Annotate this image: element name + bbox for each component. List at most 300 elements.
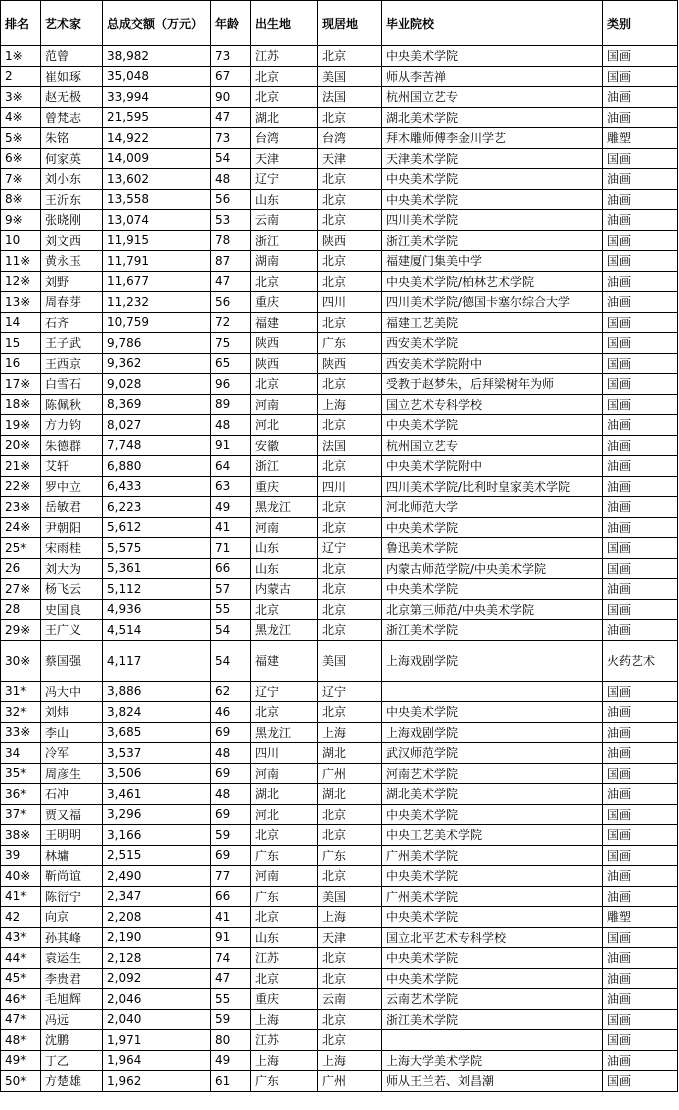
residence-cell: 北京 <box>318 46 382 67</box>
birthplace-cell: 安徽 <box>251 435 318 456</box>
birthplace-cell: 北京 <box>251 374 318 395</box>
residence-cell: 北京 <box>318 1009 382 1030</box>
birthplace-cell: 上海 <box>251 1009 318 1030</box>
age-cell: 74 <box>211 948 251 969</box>
header-total-turnover: 总成交额（万元） <box>103 1 211 46</box>
artist-cell: 冷军 <box>41 743 103 764</box>
table-row <box>1 907 678 928</box>
artist-cell: 李贵君 <box>41 968 103 989</box>
age-cell: 71 <box>211 538 251 559</box>
rank-cell: 6※ <box>1 148 41 169</box>
category-cell: 油画 <box>603 107 678 128</box>
table-row <box>1 87 678 108</box>
table-row <box>1 456 678 477</box>
artist-cell: 周春芽 <box>41 292 103 313</box>
age-cell: 54 <box>211 640 251 681</box>
turnover-cell: 35,048 <box>103 66 211 87</box>
residence-cell: 北京 <box>318 312 382 333</box>
rank-cell: 1※ <box>1 46 41 67</box>
artist-cell: 王广义 <box>41 620 103 641</box>
school-cell: 中央美术学院 <box>382 804 603 825</box>
birthplace-cell: 江苏 <box>251 46 318 67</box>
rank-cell: 46* <box>1 989 41 1010</box>
rank-cell: 43* <box>1 927 41 948</box>
category-cell: 油画 <box>603 476 678 497</box>
turnover-cell: 4,936 <box>103 599 211 620</box>
category-cell: 国画 <box>603 251 678 272</box>
birthplace-cell: 辽宁 <box>251 169 318 190</box>
residence-cell: 北京 <box>318 271 382 292</box>
birthplace-cell: 湖北 <box>251 784 318 805</box>
table-row <box>1 210 678 231</box>
header-age: 年龄 <box>211 1 251 46</box>
category-cell: 国画 <box>603 353 678 374</box>
turnover-cell: 5,575 <box>103 538 211 559</box>
turnover-cell: 11,232 <box>103 292 211 313</box>
turnover-cell: 3,685 <box>103 722 211 743</box>
rank-cell: 42 <box>1 907 41 928</box>
category-cell: 雕塑 <box>603 128 678 149</box>
artist-cell: 沈鹏 <box>41 1030 103 1051</box>
school-cell: 中央美术学院 <box>382 415 603 436</box>
school-cell: 内蒙古师范学院/中央美术学院 <box>382 558 603 579</box>
residence-cell: 上海 <box>318 394 382 415</box>
artist-cell: 刘炜 <box>41 702 103 723</box>
birthplace-cell: 重庆 <box>251 989 318 1010</box>
table-row <box>1 640 678 681</box>
artist-cell: 杨飞云 <box>41 579 103 600</box>
turnover-cell: 3,296 <box>103 804 211 825</box>
school-cell: 中央美术学院 <box>382 169 603 190</box>
artist-cell: 陈佩秋 <box>41 394 103 415</box>
table-row <box>1 886 678 907</box>
rank-cell: 16 <box>1 353 41 374</box>
category-cell: 油画 <box>603 497 678 518</box>
birthplace-cell: 河北 <box>251 804 318 825</box>
artist-cell: 袁运生 <box>41 948 103 969</box>
turnover-cell: 5,361 <box>103 558 211 579</box>
turnover-cell: 10,759 <box>103 312 211 333</box>
category-cell: 油画 <box>603 189 678 210</box>
school-cell: 天津美术学院 <box>382 148 603 169</box>
age-cell: 55 <box>211 599 251 620</box>
age-cell: 75 <box>211 333 251 354</box>
table-row <box>1 107 678 128</box>
artist-cell: 石冲 <box>41 784 103 805</box>
age-cell: 87 <box>211 251 251 272</box>
school-cell: 中央美术学院 <box>382 948 603 969</box>
rank-cell: 40※ <box>1 866 41 887</box>
birthplace-cell: 北京 <box>251 825 318 846</box>
category-cell: 国画 <box>603 927 678 948</box>
residence-cell: 四川 <box>318 292 382 313</box>
artist-cell: 艾轩 <box>41 456 103 477</box>
table-row <box>1 251 678 272</box>
category-cell: 国画 <box>603 230 678 251</box>
school-cell: 河北师范大学 <box>382 497 603 518</box>
age-cell: 57 <box>211 579 251 600</box>
school-cell: 受教于赵梦朱，后拜梁树年为师 <box>382 374 603 395</box>
turnover-cell: 2,128 <box>103 948 211 969</box>
school-cell: 国立北平艺术专科学校 <box>382 927 603 948</box>
school-cell: 广州美术学院 <box>382 845 603 866</box>
age-cell: 69 <box>211 763 251 784</box>
header-artist: 艺术家 <box>41 1 103 46</box>
artist-cell: 方力钧 <box>41 415 103 436</box>
artist-cell: 刘小东 <box>41 169 103 190</box>
header-rank: 排名 <box>1 1 41 46</box>
artist-cell: 朱德群 <box>41 435 103 456</box>
age-cell: 41 <box>211 907 251 928</box>
residence-cell: 北京 <box>318 415 382 436</box>
table-row <box>1 415 678 436</box>
age-cell: 89 <box>211 394 251 415</box>
school-cell: 西安美术学院 <box>382 333 603 354</box>
age-cell: 46 <box>211 702 251 723</box>
artist-cell: 宋雨桂 <box>41 538 103 559</box>
birthplace-cell: 辽宁 <box>251 681 318 702</box>
age-cell: 66 <box>211 558 251 579</box>
turnover-cell: 4,514 <box>103 620 211 641</box>
age-cell: 48 <box>211 784 251 805</box>
age-cell: 47 <box>211 968 251 989</box>
birthplace-cell: 山东 <box>251 927 318 948</box>
birthplace-cell: 广东 <box>251 845 318 866</box>
table-row <box>1 292 678 313</box>
residence-cell: 上海 <box>318 907 382 928</box>
birthplace-cell: 北京 <box>251 271 318 292</box>
residence-cell: 北京 <box>318 599 382 620</box>
age-cell: 53 <box>211 210 251 231</box>
age-cell: 90 <box>211 87 251 108</box>
residence-cell: 陕西 <box>318 230 382 251</box>
school-cell: 四川美术学院/比利时皇家美术学院 <box>382 476 603 497</box>
turnover-cell: 5,112 <box>103 579 211 600</box>
school-cell: 四川美术学院 <box>382 210 603 231</box>
rank-cell: 19※ <box>1 415 41 436</box>
category-cell: 国画 <box>603 66 678 87</box>
birthplace-cell: 陕西 <box>251 333 318 354</box>
table-row <box>1 169 678 190</box>
category-cell: 国画 <box>603 1071 678 1092</box>
birthplace-cell: 广东 <box>251 1071 318 1092</box>
table-row <box>1 579 678 600</box>
table-row <box>1 128 678 149</box>
category-cell: 油画 <box>603 620 678 641</box>
rank-cell: 26 <box>1 558 41 579</box>
artist-cell: 方楚雄 <box>41 1071 103 1092</box>
school-cell: 师从李苦禅 <box>382 66 603 87</box>
artist-cell: 刘野 <box>41 271 103 292</box>
category-cell: 油画 <box>603 702 678 723</box>
artist-cell: 张晓刚 <box>41 210 103 231</box>
residence-cell: 北京 <box>318 189 382 210</box>
school-cell <box>382 681 603 702</box>
rank-cell: 29※ <box>1 620 41 641</box>
rank-cell: 33※ <box>1 722 41 743</box>
turnover-cell: 3,537 <box>103 743 211 764</box>
age-cell: 54 <box>211 148 251 169</box>
school-cell: 中央美术学院附中 <box>382 456 603 477</box>
rank-cell: 48* <box>1 1030 41 1051</box>
table-row <box>1 353 678 374</box>
turnover-cell: 14,009 <box>103 148 211 169</box>
birthplace-cell: 黑龙江 <box>251 620 318 641</box>
residence-cell: 北京 <box>318 968 382 989</box>
residence-cell: 辽宁 <box>318 681 382 702</box>
age-cell: 77 <box>211 866 251 887</box>
rank-cell: 17※ <box>1 374 41 395</box>
turnover-cell: 8,027 <box>103 415 211 436</box>
artist-cell: 贾又福 <box>41 804 103 825</box>
artist-cell: 李山 <box>41 722 103 743</box>
rank-cell: 25* <box>1 538 41 559</box>
artist-cell: 刘文西 <box>41 230 103 251</box>
birthplace-cell: 湖南 <box>251 251 318 272</box>
age-cell: 73 <box>211 128 251 149</box>
turnover-cell: 9,028 <box>103 374 211 395</box>
residence-cell: 北京 <box>318 825 382 846</box>
category-cell: 国画 <box>603 394 678 415</box>
school-cell: 中央美术学院 <box>382 517 603 538</box>
birthplace-cell: 北京 <box>251 907 318 928</box>
school-cell: 四川美术学院/德国卡塞尔综合大学 <box>382 292 603 313</box>
birthplace-cell: 北京 <box>251 87 318 108</box>
school-cell: 中央美术学院 <box>382 189 603 210</box>
category-cell: 国画 <box>603 825 678 846</box>
age-cell: 91 <box>211 927 251 948</box>
category-cell: 油画 <box>603 1050 678 1071</box>
turnover-cell: 11,915 <box>103 230 211 251</box>
table-row <box>1 189 678 210</box>
table-row <box>1 333 678 354</box>
birthplace-cell: 山东 <box>251 189 318 210</box>
turnover-cell: 2,190 <box>103 927 211 948</box>
table-row <box>1 948 678 969</box>
birthplace-cell: 台湾 <box>251 128 318 149</box>
category-cell: 火药艺术 <box>603 640 678 681</box>
rank-cell: 30※ <box>1 640 41 681</box>
rank-cell: 4※ <box>1 107 41 128</box>
table-row <box>1 804 678 825</box>
category-cell: 国画 <box>603 1009 678 1030</box>
turnover-cell: 3,824 <box>103 702 211 723</box>
artist-cell: 何家英 <box>41 148 103 169</box>
rank-cell: 8※ <box>1 189 41 210</box>
birthplace-cell: 重庆 <box>251 476 318 497</box>
turnover-cell: 13,602 <box>103 169 211 190</box>
table-row <box>1 927 678 948</box>
rank-cell: 20※ <box>1 435 41 456</box>
birthplace-cell: 黑龙江 <box>251 722 318 743</box>
turnover-cell: 9,786 <box>103 333 211 354</box>
school-cell: 中央美术学院 <box>382 46 603 67</box>
rank-cell: 28 <box>1 599 41 620</box>
age-cell: 96 <box>211 374 251 395</box>
category-cell: 油画 <box>603 579 678 600</box>
artist-cell: 岳敏君 <box>41 497 103 518</box>
residence-cell: 上海 <box>318 1050 382 1071</box>
birthplace-cell: 北京 <box>251 66 318 87</box>
birthplace-cell: 天津 <box>251 148 318 169</box>
rank-cell: 44* <box>1 948 41 969</box>
residence-cell: 北京 <box>318 456 382 477</box>
school-cell: 中央美术学院 <box>382 866 603 887</box>
school-cell: 杭州国立艺专 <box>382 87 603 108</box>
turnover-cell: 6,433 <box>103 476 211 497</box>
turnover-cell: 13,074 <box>103 210 211 231</box>
turnover-cell: 21,595 <box>103 107 211 128</box>
artist-cell: 毛旭辉 <box>41 989 103 1010</box>
age-cell: 54 <box>211 620 251 641</box>
category-cell: 油画 <box>603 989 678 1010</box>
birthplace-cell: 河南 <box>251 866 318 887</box>
category-cell: 油画 <box>603 210 678 231</box>
birthplace-cell: 江苏 <box>251 1030 318 1051</box>
category-cell: 国画 <box>603 763 678 784</box>
residence-cell: 辽宁 <box>318 538 382 559</box>
artist-cell: 刘大为 <box>41 558 103 579</box>
turnover-cell: 2,040 <box>103 1009 211 1030</box>
rank-cell: 50* <box>1 1071 41 1092</box>
category-cell: 油画 <box>603 722 678 743</box>
rank-cell: 24※ <box>1 517 41 538</box>
artist-cell: 朱铭 <box>41 128 103 149</box>
residence-cell: 北京 <box>318 251 382 272</box>
school-cell: 浙江美术学院 <box>382 1009 603 1030</box>
school-cell: 河南艺术学院 <box>382 763 603 784</box>
birthplace-cell: 黑龙江 <box>251 497 318 518</box>
age-cell: 62 <box>211 681 251 702</box>
artist-cell: 史国良 <box>41 599 103 620</box>
age-cell: 56 <box>211 189 251 210</box>
table-row <box>1 46 678 67</box>
category-cell: 国画 <box>603 804 678 825</box>
artist-cell: 王沂东 <box>41 189 103 210</box>
rank-cell: 27※ <box>1 579 41 600</box>
residence-cell: 北京 <box>318 169 382 190</box>
school-cell: 拜木雕师傅李金川学艺 <box>382 128 603 149</box>
table-row <box>1 1030 678 1051</box>
table-row <box>1 722 678 743</box>
table-row <box>1 558 678 579</box>
school-cell: 福建厦门集美中学 <box>382 251 603 272</box>
artist-cell: 范曾 <box>41 46 103 67</box>
artist-cell: 罗中立 <box>41 476 103 497</box>
artist-cell: 靳尚谊 <box>41 866 103 887</box>
table-row <box>1 743 678 764</box>
category-cell: 油画 <box>603 968 678 989</box>
category-cell: 国画 <box>603 558 678 579</box>
school-cell: 师从王兰若、刘昌潮 <box>382 1071 603 1092</box>
residence-cell: 法国 <box>318 435 382 456</box>
artist-cell: 赵无极 <box>41 87 103 108</box>
age-cell: 64 <box>211 456 251 477</box>
turnover-cell: 3,886 <box>103 681 211 702</box>
turnover-cell: 5,612 <box>103 517 211 538</box>
artist-cell: 王西京 <box>41 353 103 374</box>
table-row <box>1 1071 678 1092</box>
birthplace-cell: 四川 <box>251 743 318 764</box>
turnover-cell: 2,092 <box>103 968 211 989</box>
table-row <box>1 1050 678 1071</box>
school-cell: 中央美术学院/柏林艺术学院 <box>382 271 603 292</box>
category-cell: 雕塑 <box>603 907 678 928</box>
artist-cell: 曾梵志 <box>41 107 103 128</box>
school-cell: 中央工艺美术学院 <box>382 825 603 846</box>
rank-cell: 37* <box>1 804 41 825</box>
turnover-cell: 1,971 <box>103 1030 211 1051</box>
school-cell: 中央美术学院 <box>382 579 603 600</box>
residence-cell: 北京 <box>318 804 382 825</box>
rank-cell: 18※ <box>1 394 41 415</box>
table-row <box>1 989 678 1010</box>
age-cell: 91 <box>211 435 251 456</box>
residence-cell: 北京 <box>318 948 382 969</box>
table-row <box>1 763 678 784</box>
table-row <box>1 435 678 456</box>
table-row <box>1 66 678 87</box>
birthplace-cell: 河南 <box>251 763 318 784</box>
residence-cell: 陕西 <box>318 353 382 374</box>
category-cell: 国画 <box>603 312 678 333</box>
rank-cell: 49* <box>1 1050 41 1071</box>
turnover-cell: 2,046 <box>103 989 211 1010</box>
turnover-cell: 33,994 <box>103 87 211 108</box>
residence-cell: 北京 <box>318 866 382 887</box>
rank-cell: 13※ <box>1 292 41 313</box>
category-cell: 国画 <box>603 681 678 702</box>
school-cell: 浙江美术学院 <box>382 230 603 251</box>
category-cell: 国画 <box>603 333 678 354</box>
age-cell: 48 <box>211 169 251 190</box>
residence-cell: 北京 <box>318 210 382 231</box>
birthplace-cell: 福建 <box>251 640 318 681</box>
artist-cell: 王明明 <box>41 825 103 846</box>
category-cell: 油画 <box>603 435 678 456</box>
birthplace-cell: 福建 <box>251 312 318 333</box>
turnover-cell: 3,166 <box>103 825 211 846</box>
table-row <box>1 620 678 641</box>
category-cell: 国画 <box>603 148 678 169</box>
turnover-cell: 2,347 <box>103 886 211 907</box>
age-cell: 59 <box>211 1009 251 1030</box>
artist-cell: 丁乙 <box>41 1050 103 1071</box>
table-row <box>1 538 678 559</box>
category-cell: 油画 <box>603 743 678 764</box>
table-row <box>1 497 678 518</box>
age-cell: 78 <box>211 230 251 251</box>
category-cell: 国画 <box>603 46 678 67</box>
school-cell: 上海戏剧学院 <box>382 640 603 681</box>
header-category: 类别 <box>603 1 678 46</box>
residence-cell: 台湾 <box>318 128 382 149</box>
school-cell: 广州美术学院 <box>382 886 603 907</box>
artist-cell: 冯远 <box>41 1009 103 1030</box>
category-cell: 油画 <box>603 456 678 477</box>
school-cell: 国立艺术专科学校 <box>382 394 603 415</box>
artist-cell: 周彦生 <box>41 763 103 784</box>
table-row <box>1 271 678 292</box>
residence-cell: 北京 <box>318 702 382 723</box>
table-row <box>1 784 678 805</box>
category-cell: 油画 <box>603 784 678 805</box>
school-cell: 云南艺术学院 <box>382 989 603 1010</box>
age-cell: 67 <box>211 66 251 87</box>
table-row <box>1 968 678 989</box>
rank-cell: 2 <box>1 66 41 87</box>
rank-cell: 31* <box>1 681 41 702</box>
